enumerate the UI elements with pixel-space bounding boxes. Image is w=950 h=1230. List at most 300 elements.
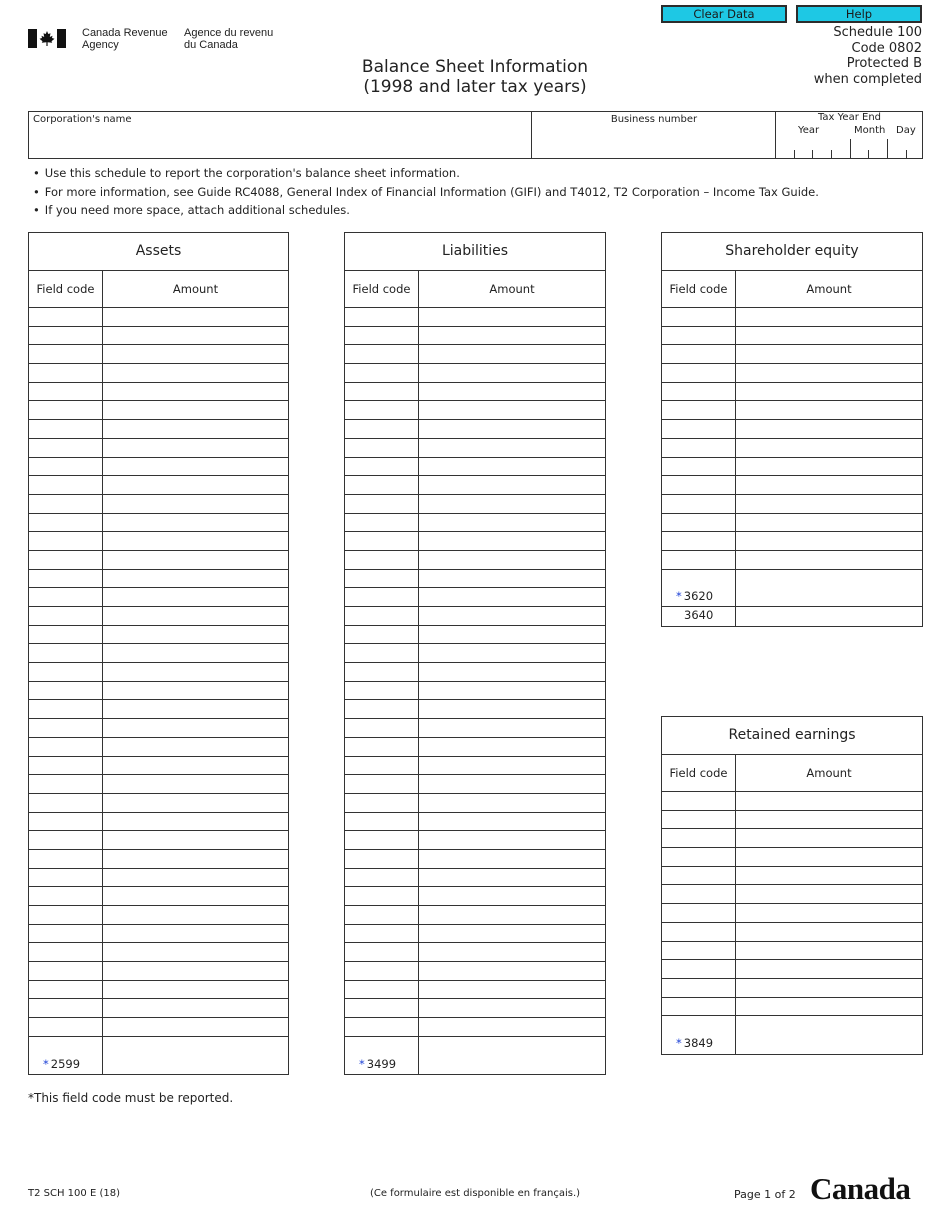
amount-cell[interactable] (419, 1037, 605, 1056)
field-code-cell[interactable] (29, 962, 103, 980)
field-code-cell[interactable] (662, 308, 736, 326)
amount-cell[interactable] (103, 738, 288, 756)
field-code-cell[interactable] (662, 1016, 736, 1035)
field-code-cell[interactable] (345, 1018, 419, 1036)
amount-cell[interactable] (419, 775, 605, 793)
amount-cell[interactable] (103, 420, 288, 438)
amount-cell[interactable] (103, 364, 288, 382)
field-code-cell[interactable] (662, 327, 736, 345)
amount-cell[interactable] (103, 794, 288, 812)
amount-cell[interactable] (103, 626, 288, 644)
field-code-cell[interactable] (345, 439, 419, 457)
table-row (662, 420, 922, 439)
field-code-cell[interactable] (29, 906, 103, 924)
table-row (29, 700, 288, 719)
amount-cell[interactable] (419, 981, 605, 999)
amount-cell[interactable] (736, 439, 922, 457)
field-code-cell[interactable] (662, 345, 736, 363)
field-code-cell[interactable] (29, 925, 103, 943)
amount-cell[interactable] (103, 383, 288, 401)
table-row (29, 869, 288, 888)
field-code-cell[interactable] (29, 757, 103, 775)
field-code-cell[interactable] (29, 495, 103, 513)
field-code-cell[interactable] (29, 700, 103, 718)
amount-cell[interactable] (103, 532, 288, 550)
field-code-cell[interactable] (345, 476, 419, 494)
help-button[interactable]: Help (796, 5, 922, 23)
amount-cell[interactable] (419, 588, 605, 606)
amount-cell[interactable] (736, 458, 922, 476)
amount-cell[interactable] (419, 738, 605, 756)
french-availability-note: (Ce formulaire est disponible en français.) (369, 1188, 581, 1199)
field-code-cell[interactable] (345, 831, 419, 849)
amount-cell[interactable] (103, 401, 288, 419)
field-code-cell[interactable] (345, 1037, 419, 1056)
amount-cell[interactable] (736, 364, 922, 382)
amount-cell[interactable] (103, 925, 288, 943)
field-code-cell[interactable] (345, 607, 419, 625)
table-row (345, 887, 605, 906)
table-row (29, 551, 288, 570)
field-code-cell[interactable] (29, 364, 103, 382)
amount-cell[interactable] (736, 495, 922, 513)
amount-cell[interactable] (736, 811, 922, 829)
field-code-cell[interactable] (345, 663, 419, 681)
amount-cell[interactable] (103, 981, 288, 999)
amount-cell[interactable] (419, 532, 605, 550)
field-code-cell[interactable] (29, 813, 103, 831)
field-code-cell[interactable] (345, 327, 419, 345)
amount-cell[interactable] (103, 962, 288, 980)
amount-cell[interactable] (736, 979, 922, 997)
amount-cell[interactable] (736, 383, 922, 401)
amount-cell[interactable] (419, 514, 605, 532)
table-row (662, 495, 922, 514)
field-code-cell[interactable] (345, 383, 419, 401)
table-row (29, 925, 288, 944)
amount-cell[interactable] (419, 458, 605, 476)
field-code-cell[interactable] (345, 999, 419, 1017)
field-code-cell[interactable] (345, 962, 419, 980)
table-row (29, 420, 288, 439)
amount-cell[interactable] (419, 869, 605, 887)
field-code-cell[interactable] (29, 850, 103, 868)
amount-cell[interactable] (736, 345, 922, 363)
amount-cell[interactable] (419, 794, 605, 812)
required-marker: * (676, 589, 682, 604)
amount-cell[interactable] (736, 867, 922, 885)
amount-cell[interactable] (736, 420, 922, 438)
field-code-cell[interactable] (662, 570, 736, 589)
field-code-cell[interactable] (345, 700, 419, 718)
table-row (345, 345, 605, 364)
amount-cell[interactable] (103, 1056, 288, 1075)
table-row (345, 999, 605, 1018)
field-code-cell[interactable] (662, 904, 736, 922)
field-code-cell[interactable] (29, 943, 103, 961)
table-row (345, 663, 605, 682)
table-row (29, 607, 288, 626)
field-code-cell[interactable] (662, 532, 736, 550)
tax-year-end-label: Tax Year End (817, 112, 882, 123)
field-code-cell[interactable] (29, 775, 103, 793)
field-code-cell[interactable] (345, 757, 419, 775)
instruction-item: • For more information, see Guide RC4088, General Index of Financial Information (GIFI) and T4012, T2 Corporation – Income Tax Guide. (33, 183, 819, 202)
amount-cell[interactable] (419, 887, 605, 905)
table-row (345, 607, 605, 626)
field-code-cell[interactable] (662, 383, 736, 401)
table-row (662, 532, 922, 551)
field-code-cell[interactable] (29, 682, 103, 700)
amount-cell[interactable] (103, 514, 288, 532)
amount-cell[interactable] (736, 998, 922, 1016)
amount-cell[interactable] (736, 532, 922, 550)
field-code-cell[interactable] (662, 979, 736, 997)
amount-cell[interactable] (736, 551, 922, 569)
amount-cell[interactable] (419, 327, 605, 345)
amount-cell[interactable] (103, 327, 288, 345)
field-code-cell[interactable] (662, 514, 736, 532)
amount-cell[interactable] (419, 308, 605, 326)
field-code-cell[interactable] (29, 476, 103, 494)
amount-cell[interactable] (419, 850, 605, 868)
table-row (345, 981, 605, 1000)
field-code-cell[interactable] (345, 644, 419, 662)
field-code-cell[interactable] (29, 420, 103, 438)
amount-cell[interactable] (419, 719, 605, 737)
field-code-cell[interactable] (29, 869, 103, 887)
amount-cell[interactable] (103, 850, 288, 868)
amount-cell[interactable] (103, 663, 288, 681)
table-row (29, 1018, 288, 1037)
table-row (345, 757, 605, 776)
field-code-cell[interactable] (662, 960, 736, 978)
amount-cell[interactable] (419, 1018, 605, 1036)
table-row (662, 345, 922, 364)
page-number: Page 1 of 2 (734, 1188, 796, 1201)
identification-box (28, 111, 923, 159)
liabilities-table (344, 232, 606, 1075)
field-code-cell[interactable] (29, 570, 103, 588)
amount-cell[interactable] (736, 1035, 922, 1054)
field-code-cell[interactable] (29, 401, 103, 419)
field-code-cell[interactable] (345, 813, 419, 831)
amount-cell[interactable] (419, 476, 605, 494)
table-row (29, 532, 288, 551)
field-code-cell[interactable] (345, 588, 419, 606)
amount-cell[interactable] (419, 999, 605, 1017)
field-code-cell[interactable] (345, 570, 419, 588)
clear-data-button[interactable]: Clear Data (661, 5, 787, 23)
field-code-cell[interactable] (662, 476, 736, 494)
amount-cell[interactable] (736, 401, 922, 419)
field-code-cell[interactable] (662, 867, 736, 885)
amount-cell[interactable] (419, 682, 605, 700)
amount-cell[interactable] (103, 887, 288, 905)
field-code-cell[interactable] (29, 345, 103, 363)
field-code-cell[interactable] (29, 514, 103, 532)
field-code-cell[interactable] (662, 885, 736, 903)
table-row (345, 700, 605, 719)
amount-cell[interactable] (103, 570, 288, 588)
field-code-cell[interactable] (29, 719, 103, 737)
field-code-cell[interactable] (345, 458, 419, 476)
table-row (662, 848, 922, 867)
field-code-cell[interactable] (29, 532, 103, 550)
amount-cell[interactable] (103, 700, 288, 718)
amount-cell[interactable] (419, 439, 605, 457)
field-code-cell[interactable] (345, 345, 419, 363)
field-code-cell[interactable] (345, 420, 419, 438)
amount-cell[interactable] (419, 906, 605, 924)
field-code-cell[interactable] (662, 439, 736, 457)
assets-total-row (29, 1056, 288, 1075)
field-code-cell[interactable] (29, 458, 103, 476)
field-code-cell[interactable] (345, 682, 419, 700)
field-code-cell[interactable] (345, 850, 419, 868)
amount-cell[interactable] (103, 607, 288, 625)
retained-earnings-table (661, 716, 923, 1055)
amount-cell[interactable] (736, 476, 922, 494)
amount-cell[interactable] (419, 383, 605, 401)
field-code-cell[interactable] (662, 364, 736, 382)
table-row (29, 943, 288, 962)
amount-cell[interactable] (419, 551, 605, 569)
field-code-cell[interactable] (345, 981, 419, 999)
field-code-cell[interactable] (345, 925, 419, 943)
business-number-label: Business number (610, 114, 698, 125)
field-code-cell[interactable] (345, 308, 419, 326)
footnote: *This field code must be reported. (28, 1091, 234, 1105)
field-code-cell[interactable] (345, 514, 419, 532)
field-code-cell[interactable] (29, 738, 103, 756)
equity-row-3620 (662, 588, 922, 607)
amount-cell[interactable] (419, 813, 605, 831)
field-code-cell[interactable] (662, 942, 736, 960)
table-row (345, 869, 605, 888)
amount-cell[interactable] (103, 458, 288, 476)
amount-cell[interactable] (103, 831, 288, 849)
field-code-cell[interactable] (345, 869, 419, 887)
amount-cell[interactable] (419, 495, 605, 513)
table-row (662, 867, 922, 886)
table-row (345, 962, 605, 981)
amount-cell[interactable] (736, 904, 922, 922)
amount-cell[interactable] (419, 626, 605, 644)
field-code-cell: * 3620 (662, 588, 736, 606)
field-code-cell[interactable] (345, 943, 419, 961)
field-code-header: Field code (662, 271, 736, 307)
table-row (345, 719, 605, 738)
table-row (29, 476, 288, 495)
field-code-cell[interactable] (345, 551, 419, 569)
amount-cell[interactable] (419, 364, 605, 382)
field-code-cell[interactable] (662, 923, 736, 941)
field-code-cell[interactable] (345, 495, 419, 513)
table-row (29, 962, 288, 981)
table-row (662, 551, 922, 570)
field-code-cell[interactable] (29, 663, 103, 681)
assets-title: Assets (29, 233, 288, 271)
field-code-cell[interactable] (345, 794, 419, 812)
amount-cell[interactable] (103, 345, 288, 363)
amount-cell[interactable] (103, 308, 288, 326)
field-code-cell[interactable] (29, 981, 103, 999)
field-code-cell[interactable] (29, 439, 103, 457)
amount-cell[interactable] (103, 757, 288, 775)
field-code-cell[interactable] (29, 999, 103, 1017)
field-code-cell[interactable] (29, 794, 103, 812)
field-code-cell[interactable] (29, 831, 103, 849)
field-code-cell[interactable] (29, 607, 103, 625)
field-code-cell[interactable] (29, 551, 103, 569)
field-code-cell[interactable] (29, 626, 103, 644)
amount-cell[interactable] (419, 644, 605, 662)
field-code-cell[interactable] (29, 887, 103, 905)
field-code-cell: * 3849 (662, 1035, 736, 1054)
table-row (662, 570, 922, 589)
amount-cell[interactable] (103, 869, 288, 887)
amount-cell[interactable] (736, 1016, 922, 1035)
field-code-cell[interactable] (345, 887, 419, 905)
amount-cell[interactable] (419, 663, 605, 681)
table-row (345, 551, 605, 570)
amount-cell[interactable] (736, 792, 922, 810)
amount-cell[interactable] (103, 476, 288, 494)
amount-cell[interactable] (736, 885, 922, 903)
amount-cell[interactable] (419, 570, 605, 588)
table-row (662, 904, 922, 923)
amount-cell[interactable] (736, 848, 922, 866)
amount-cell[interactable] (103, 906, 288, 924)
field-code-cell[interactable] (345, 532, 419, 550)
table-row (345, 775, 605, 794)
amount-cell[interactable] (736, 570, 922, 589)
table-row (662, 383, 922, 402)
amount-cell[interactable] (103, 439, 288, 457)
amount-cell[interactable] (736, 829, 922, 847)
amount-cell[interactable] (419, 943, 605, 961)
field-code-cell[interactable] (662, 811, 736, 829)
table-row (345, 439, 605, 458)
table-row (29, 439, 288, 458)
field-code-cell[interactable] (345, 401, 419, 419)
table-row (345, 420, 605, 439)
table-row (662, 401, 922, 420)
amount-cell[interactable] (103, 719, 288, 737)
field-code-cell[interactable] (345, 738, 419, 756)
field-code-cell[interactable] (29, 644, 103, 662)
amount-cell[interactable] (103, 495, 288, 513)
amount-cell[interactable] (103, 1018, 288, 1036)
amount-cell[interactable] (736, 588, 922, 606)
amount-cell[interactable] (736, 308, 922, 326)
amount-cell[interactable] (419, 401, 605, 419)
amount-cell[interactable] (419, 607, 605, 625)
field-code-cell[interactable] (662, 458, 736, 476)
table-row (345, 925, 605, 944)
field-code-cell[interactable] (29, 1018, 103, 1036)
amount-cell[interactable] (419, 345, 605, 363)
table-row (29, 831, 288, 850)
field-code-cell[interactable] (662, 998, 736, 1016)
field-code-cell[interactable] (662, 551, 736, 569)
amount-header: Amount (172, 282, 219, 296)
amount-cell[interactable] (419, 420, 605, 438)
amount-cell[interactable] (103, 943, 288, 961)
amount-cell[interactable] (103, 813, 288, 831)
field-code-cell[interactable] (662, 792, 736, 810)
retained-earnings-title: Retained earnings (662, 717, 922, 755)
amount-cell[interactable] (103, 1037, 288, 1056)
table-row (29, 682, 288, 701)
table-row (662, 979, 922, 998)
table-row (662, 476, 922, 495)
amount-cell[interactable] (736, 327, 922, 345)
amount-cell[interactable] (736, 942, 922, 960)
field-code-cell[interactable] (29, 1037, 103, 1056)
amount-header: Amount (806, 766, 852, 780)
field-code-cell[interactable] (662, 401, 736, 419)
field-code-cell[interactable] (345, 626, 419, 644)
table-row (29, 719, 288, 738)
field-code-cell[interactable] (29, 383, 103, 401)
corporation-name-field[interactable] (29, 112, 531, 158)
amount-cell[interactable] (736, 923, 922, 941)
form-identifier: T2 SCH 100 E (18) (28, 1188, 120, 1199)
field-code-cell[interactable] (345, 775, 419, 793)
field-code-cell[interactable] (345, 364, 419, 382)
amount-cell[interactable] (736, 960, 922, 978)
amount-cell[interactable] (103, 588, 288, 606)
field-code-cell[interactable] (345, 906, 419, 924)
amount-cell[interactable] (419, 831, 605, 849)
amount-cell[interactable] (419, 757, 605, 775)
business-number-field[interactable] (531, 112, 775, 158)
field-code-cell[interactable] (29, 308, 103, 326)
amount-cell[interactable] (419, 962, 605, 980)
table-row (345, 476, 605, 495)
amount-cell[interactable] (419, 925, 605, 943)
table-row (29, 663, 288, 682)
table-row (662, 811, 922, 830)
amount-cell[interactable] (103, 551, 288, 569)
amount-cell[interactable] (419, 700, 605, 718)
field-code-cell: * 2599 (29, 1056, 103, 1075)
amount-cell[interactable] (103, 999, 288, 1017)
table-row (345, 906, 605, 925)
field-code-cell[interactable] (345, 719, 419, 737)
table-row (662, 923, 922, 942)
tax-year-end-field[interactable] (775, 112, 922, 158)
field-code-cell[interactable] (662, 495, 736, 513)
field-code-cell[interactable] (662, 420, 736, 438)
amount-cell[interactable] (736, 607, 922, 626)
field-code-cell[interactable] (29, 327, 103, 345)
amount-cell[interactable] (736, 514, 922, 532)
table-row (662, 458, 922, 477)
field-code-cell[interactable] (662, 848, 736, 866)
field-code-cell[interactable] (29, 588, 103, 606)
amount-cell[interactable] (419, 1056, 605, 1075)
page-title: Balance Sheet Information (1998 and later tax years) (361, 57, 589, 97)
amount-cell[interactable] (103, 775, 288, 793)
table-row (345, 626, 605, 645)
amount-cell[interactable] (103, 682, 288, 700)
field-code-cell[interactable] (662, 829, 736, 847)
table-row (29, 757, 288, 776)
amount-cell[interactable] (103, 644, 288, 662)
